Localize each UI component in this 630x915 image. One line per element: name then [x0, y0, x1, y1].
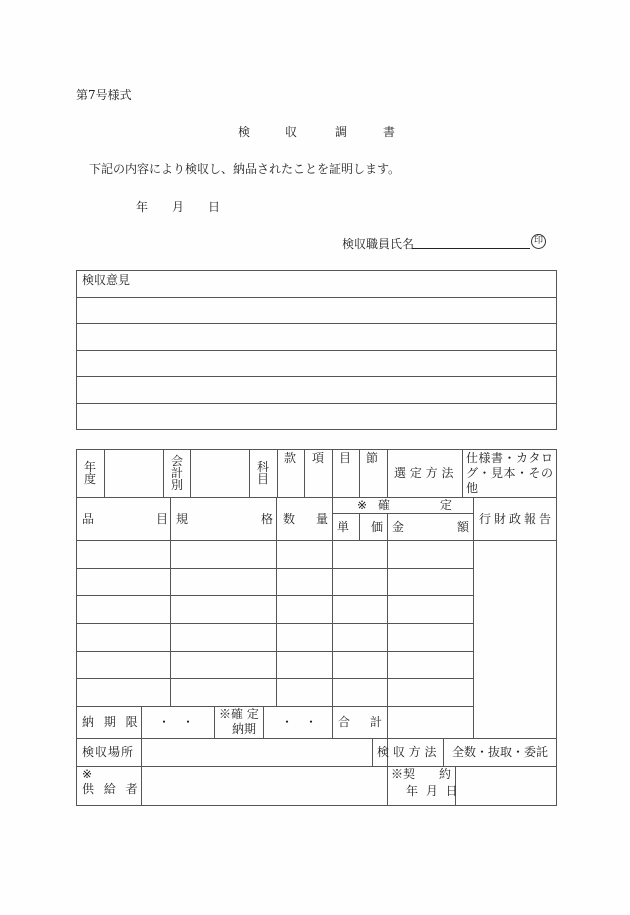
- kou-label: 項: [312, 451, 325, 465]
- deadline-label: 納 期 限: [82, 715, 141, 729]
- setsu-label: 節: [366, 451, 379, 465]
- kan-label: 款: [284, 451, 297, 465]
- item-row[interactable]: [77, 652, 472, 678]
- row-line: [76, 497, 557, 498]
- inspection-place-input[interactable]: [142, 739, 372, 766]
- supplier-input[interactable]: [142, 767, 387, 805]
- day-label: 日: [208, 200, 221, 214]
- inspection-place-label: 検収場所: [82, 745, 135, 759]
- account-input[interactable]: [191, 450, 249, 497]
- confirmed-label-1: 確: [378, 498, 391, 512]
- supplier-label: 供 給 者: [82, 782, 141, 796]
- inspector-name-field[interactable]: [412, 236, 530, 249]
- item-row[interactable]: [77, 679, 472, 706]
- amount-label-2: 額: [457, 520, 470, 534]
- contract-date-input[interactable]: [456, 767, 556, 805]
- total-amount-input[interactable]: [388, 707, 472, 738]
- col-line: [249, 449, 250, 497]
- inspection-opinion-label: 検収意見: [82, 273, 131, 287]
- col-line: [163, 449, 164, 497]
- col-line: [214, 706, 215, 738]
- spec-options: 仕様書・カタログ・見本・その他: [466, 451, 554, 495]
- confirmed-deadline-input[interactable]: ・ ・: [281, 715, 318, 729]
- col-line: [304, 449, 305, 497]
- confirmed-deadline-label-2: 納期: [232, 722, 257, 736]
- title-char: 収: [285, 125, 298, 139]
- inspector-name-label: 検収職員氏名: [342, 237, 415, 251]
- total-label-1: 合: [338, 715, 351, 729]
- col-line: [332, 449, 333, 497]
- amount-label-1: 金: [392, 520, 405, 534]
- subject-label: 科目: [256, 460, 269, 486]
- spec-label-1: 規: [176, 512, 189, 526]
- contract-date-label-2: 年 月 日: [406, 784, 460, 798]
- item-row[interactable]: [77, 569, 472, 595]
- supplier-note: ※: [82, 767, 93, 781]
- fiscal-year-input[interactable]: [105, 450, 163, 497]
- financial-report-label: 行財政報告: [479, 512, 555, 526]
- col-line: [359, 449, 360, 497]
- col-line: [443, 738, 444, 766]
- row-line: [332, 513, 473, 514]
- spec-label-2: 格: [261, 512, 274, 526]
- col-line: [359, 513, 360, 540]
- col-line: [462, 449, 463, 497]
- confirmed-note: ※: [357, 498, 368, 512]
- col-line: [372, 738, 373, 766]
- seal-icon: 印: [531, 234, 546, 249]
- total-label-2: 計: [370, 715, 383, 729]
- month-label: 月: [172, 200, 185, 214]
- item-label-2: 目: [156, 512, 169, 526]
- title-char: 書: [383, 125, 396, 139]
- item-row[interactable]: [77, 541, 472, 568]
- inspection-method-options[interactable]: 全数・抜取・委託: [452, 745, 549, 759]
- moku-label: 目: [339, 451, 352, 465]
- selection-method-label: 選 定 方 法: [394, 466, 454, 480]
- col-line: [277, 449, 278, 497]
- confirmed-deadline-label-1: ※確 定: [219, 707, 259, 721]
- quantity-label-2: 量: [316, 512, 329, 526]
- title-char: 検: [238, 125, 251, 139]
- unit-price-label-1: 単: [337, 520, 350, 534]
- col-line: [263, 706, 264, 738]
- item-label-1: 品: [82, 512, 95, 526]
- item-row[interactable]: [77, 596, 472, 623]
- fiscal-year-label: 年度: [83, 460, 96, 486]
- form-number: 第7号様式: [76, 88, 132, 102]
- col-line: [387, 449, 388, 497]
- deadline-date-input[interactable]: ・ ・: [158, 715, 195, 729]
- year-label: 年: [136, 200, 149, 214]
- account-label: 会計別: [170, 454, 183, 492]
- opinion-input-row[interactable]: [77, 404, 556, 429]
- opinion-input-row[interactable]: [77, 351, 556, 376]
- quantity-label-1: 数: [283, 512, 296, 526]
- unit-price-label-2: 価: [371, 520, 384, 534]
- contract-date-label-1: ※契 約: [391, 767, 452, 781]
- item-row[interactable]: [77, 624, 472, 651]
- opinion-input-row[interactable]: [77, 324, 556, 350]
- opinion-input-row[interactable]: [77, 298, 556, 323]
- financial-report-input[interactable]: [474, 541, 556, 738]
- certification-statement: 下記の内容により検収し、納品されたことを証明します。: [89, 162, 401, 176]
- title-char: 調: [335, 125, 348, 139]
- confirmed-label-2: 定: [440, 498, 453, 512]
- opinion-input-row[interactable]: [77, 377, 556, 403]
- inspection-method-label: 検 収 方 法: [377, 745, 437, 759]
